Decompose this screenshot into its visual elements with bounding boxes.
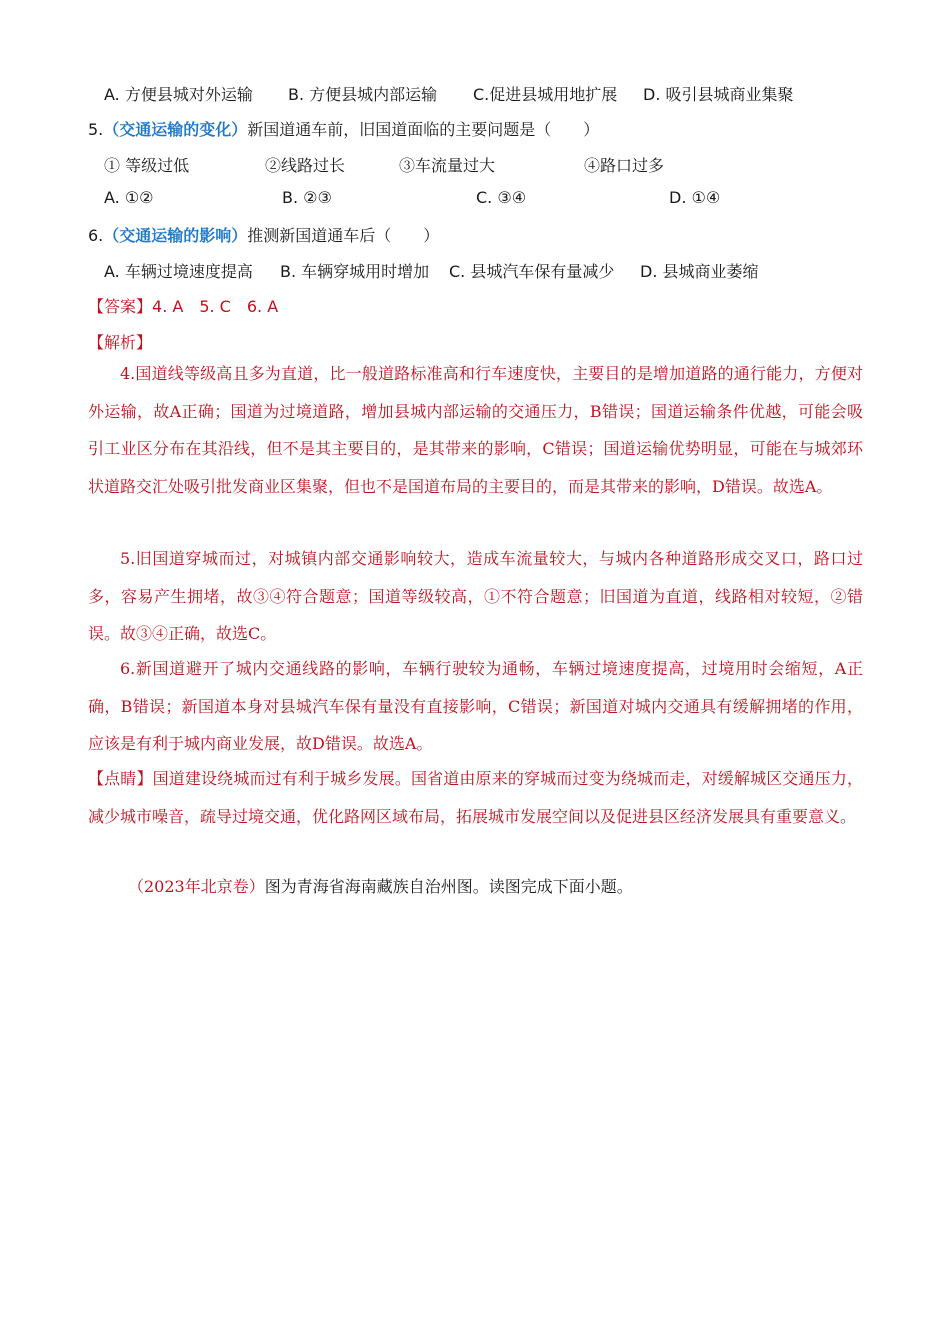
q6-stem-line [88,223,439,246]
q5-item-2: ②线路过长 [265,156,346,175]
q5-number: 5. [88,120,104,139]
q5-topic-tag: （交通运输的变化） [103,120,248,139]
analysis-label: 【解析】 [88,333,153,352]
next-question-source: （2023年北京卷） [128,877,265,896]
analysis-label-line [88,330,152,353]
q5-item-1: ① 等级过低 [104,156,190,175]
analysis-q5: 5.旧国道穿城而过，对城镇内部交通影响较大，造成车流量较大，与城内各种道路形成交叉口，路口过多，容易产生拥堵，故③④符合题意；国道等级较高，①不符合题意；旧国道为直道，线路相对较短，②错误。故③④正确，故选C。 [88,549,863,643]
q4-option-b: B. 方便县城内部运输 [288,85,438,104]
q5-item-3: ③车流量过大 [399,156,496,175]
q6-topic-tag: （交通运输的影响） [103,226,248,245]
q4-option-a: A. 方便县城对外运输 [104,85,253,104]
q5-option-c: C. ③④ [476,188,527,207]
q5-option-d: D. ①④ [669,188,721,207]
q5-stem: 新国道通车前，旧国道面临的主要问题是（ ） [247,120,600,139]
q6-option-d: D. 县城商业萎缩 [640,262,759,281]
comment-text: 国道建设绕城而过有利于城乡发展。国省道由原来的穿城而过变为绕城而走，对缓解城区交通压力，减少城市噪音，疏导过境交通，优化路网区域布局，拓展城市发展空间以及促进县区经济发展具有重要意义。 [88,769,863,826]
q4-option-c: C.促进县城用地扩展 [473,85,618,104]
analysis-q6: 6.新国道避开了城内交通线路的影响，车辆行驶较为通畅，车辆过境速度提高，过境用时会缩短，A正确，B错误；新国道本身对县城汽车保有量没有直接影响，C错误；新国道对城内交通具有缓解拥堵的作用，应该是有利于城内商业发展，故D错误。故选A。 [88,659,863,753]
next-question-intro [128,874,633,897]
q4-option-d: D. 吸引县城商业集聚 [643,85,794,104]
answer-label: 【答案】 [88,297,153,316]
q6-option-a: A. 车辆过境速度提高 [104,262,253,281]
q6-number: 6. [88,226,104,245]
q5-item-4: ④路口过多 [584,156,665,175]
answer-text: 4. A 5. C 6. A [152,297,279,316]
analysis-q4: 4.国道线等级高且多为直道，比一般道路标准高和行车速度快，主要目的是增加道路的通行能力，方便对外运输，故A正确；国道为过境道路，增加县城内部运输的交通压力，B错误；国道运输条件优越，可能会吸引工业区分布在其沿线，但不是其主要目的，是其带来的影响，C错误；国道运输优势明显，可能在与城郊环状道路交汇处吸引批发商业区集聚，但也不是国道布局的主要目的，而是其带来的影响，D错误。故选A。 [88,364,863,496]
q6-stem: 推测新国道通车后（ ） [247,226,440,245]
q6-option-c: C. 县城汽车保有量减少 [449,262,615,281]
q5-option-a: A. ①② [104,188,154,207]
q5-stem-line [88,117,599,140]
next-question-text: 图为青海省海南藏族自治州图。读图完成下面小题。 [264,877,633,896]
q6-option-b: B. 车辆穿城用时增加 [280,262,430,281]
comment-label: 【点睛】 [88,769,153,788]
answer-line [88,294,278,317]
q5-option-b: B. ②③ [282,188,332,207]
comment-block [88,760,863,835]
